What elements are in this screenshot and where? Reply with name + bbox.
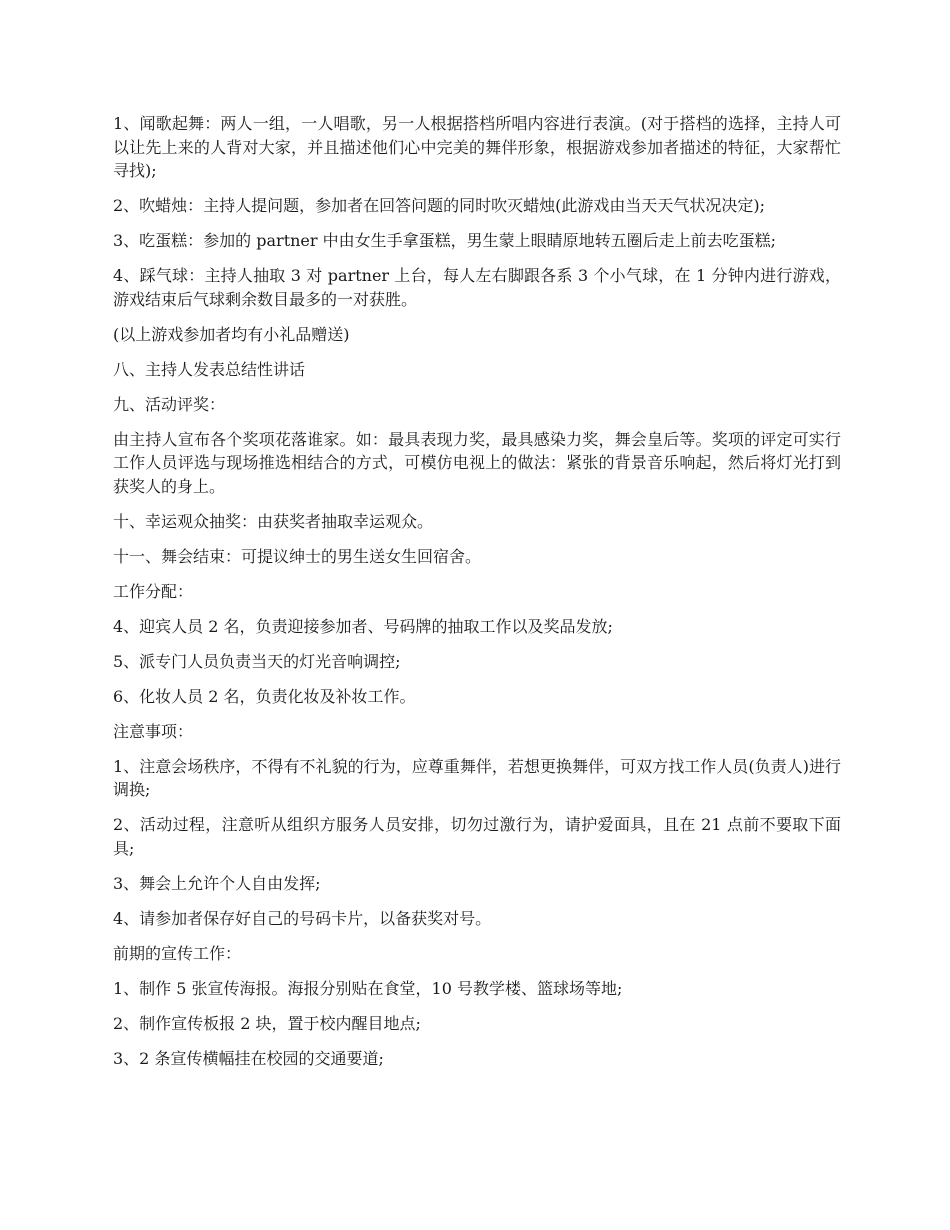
promotion-item-2: 2、制作宣传板报 2 块，置于校内醒目地点; (113, 1013, 421, 1033)
promotion-item-3: 3、2 条宣传横幅挂在校园的交通要道; (113, 1048, 384, 1068)
section-heading-8: 八、主持人发表总结性讲话 (113, 359, 306, 379)
section-heading-11: 十一、舞会结束：可提议绅士的男生送女生回宿舍。 (113, 546, 482, 566)
work-item-5: 5、派专门人员负责当天的灯光音响调控; (113, 651, 401, 671)
promotion-item-1: 1、制作 5 张宣传海报。海报分别贴在食堂，10 号教学楼、篮球场等地; (113, 978, 623, 998)
note-item-4: 4、请参加者保存好自己的号码卡片，以备获奖对号。 (113, 908, 492, 928)
work-item-6: 6、化妆人员 2 名，负责化妆及补妆工作。 (113, 686, 416, 706)
paragraph-game-1: 1、闻歌起舞：两人一组，一人唱歌，另一人根据搭档所唱内容进行表演。(对于搭档的选择，主持人可以让先上来的人背对大家，并且描述他们心中完美的舞伴形象，根据游戏参加者描述的特征，大家帮忙寻找); (113, 114, 841, 180)
note-item-1: 1、注意会场秩序，不得有不礼貌的行为，应尊重舞伴，若想更换舞伴，可双方找工作人员(负责人)进行调换; (113, 756, 841, 799)
section-heading-9: 九、活动评奖： (113, 394, 226, 414)
paragraph-game-2: 2、吹蜡烛：主持人提问题，参加者在回答问题的同时吹灭蜡烛(此游戏由当天天气状况决定); (113, 196, 766, 215)
heading-promotion: 前期的宣传工作： (113, 943, 242, 963)
section-heading-10: 十、幸运观众抽奖：由获奖者抽取幸运观众。 (113, 511, 434, 531)
paragraph-game-3: 3、吃蛋糕：参加的 partner 中由女生手拿蛋糕，男生蒙上眼睛原地转五圈后走上前去吃蛋糕; (113, 231, 777, 250)
note-item-3: 3、舞会上允许个人自由发挥; (113, 873, 321, 893)
heading-work-assignment: 工作分配： (113, 581, 194, 601)
document-body (113, 112, 841, 1082)
note-item-2: 2、活动过程，注意听从组织方服务人员安排，切勿过激行为，请护爱面具，且在 21 点前不要取下面具; (113, 815, 841, 858)
paragraph-gift-note: (以上游戏参加者均有小礼品赠送) (113, 324, 350, 344)
heading-notes: 注意事项： (113, 721, 194, 741)
work-item-4: 4、迎宾人员 2 名，负责迎接参加者、号码牌的抽取工作以及奖品发放; (113, 616, 613, 636)
paragraph-award-description: 由主持人宣布各个奖项花落谁家。如：最具表现力奖，最具感染力奖，舞会皇后等。奖项的评定可实行工作人员评选与现场推选相结合的方式，可模仿电视上的做法：紧张的背景音乐响起，然后将灯光打到获奖人的身上。 (113, 429, 841, 496)
paragraph-game-4: 4、踩气球：主持人抽取 3 对 partner 上台，每人左右脚跟各系 3 个小气球，在 1 分钟内进行游戏，游戏结束后气球剩余数目最多的一对获胜。 (113, 266, 841, 309)
